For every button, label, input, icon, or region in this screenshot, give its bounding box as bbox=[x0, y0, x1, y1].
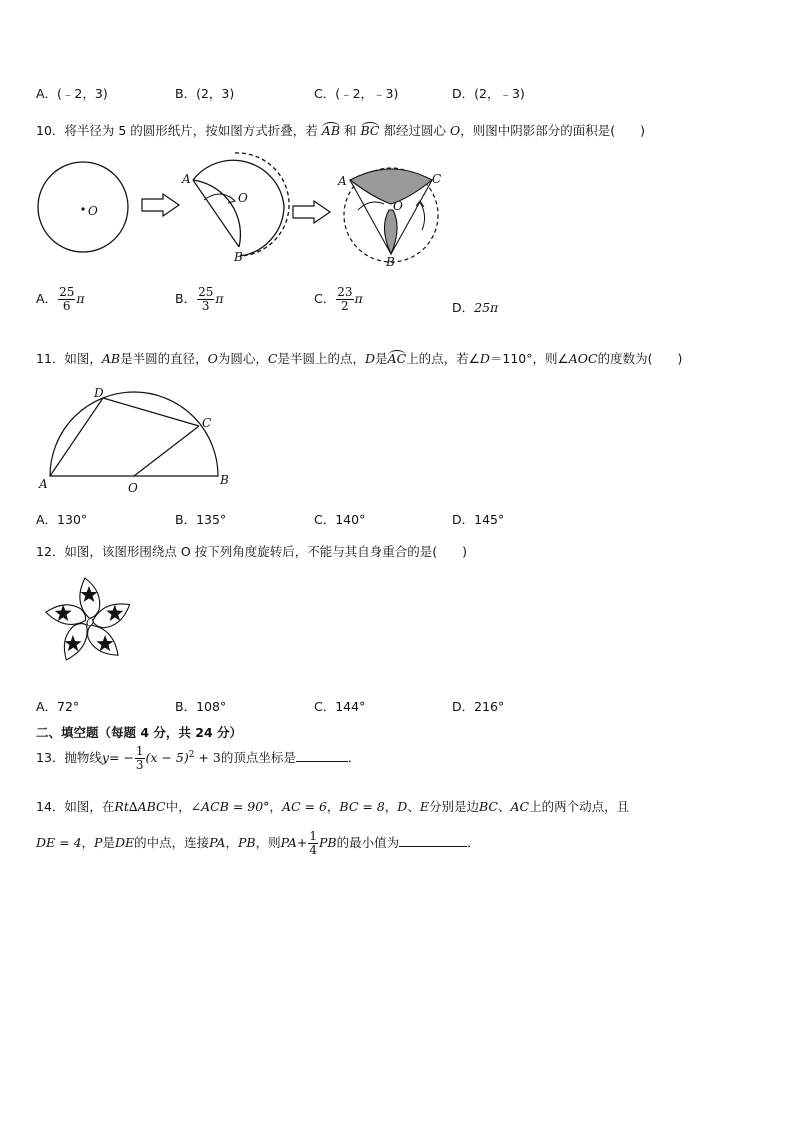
q11-fig-label-a: A bbox=[39, 477, 48, 491]
q10-fig2-label-b: B bbox=[234, 250, 243, 264]
q9-option-a: A．(﹣2，3) bbox=[36, 86, 108, 101]
q12-fig-label-o: O bbox=[86, 618, 95, 629]
q10-figure-fold-one bbox=[180, 150, 290, 265]
q10-option-a: A． $\frac{25}{6}$ π bbox=[36, 285, 85, 313]
q10-figure-circle bbox=[36, 160, 131, 255]
q10-option-d: D．25π bbox=[452, 300, 499, 315]
q12-option-d: D．216° bbox=[452, 699, 505, 714]
q11-option-c: C．140° bbox=[314, 512, 366, 527]
q10-figure-shaded bbox=[334, 158, 449, 270]
q11-fig-label-c: C bbox=[202, 416, 212, 430]
q11-arc-ac: AC bbox=[387, 351, 407, 366]
q12-option-a: A．72° bbox=[36, 699, 80, 714]
q12-stem: 12．如图，该图形围绕点 O 按下列角度旋转后，不能与其自身重合的是( ) bbox=[36, 544, 467, 559]
q9-option-d: D．(2，﹣3) bbox=[452, 86, 525, 101]
q11-fig-label-o: O bbox=[128, 481, 138, 495]
q11-fig-label-b: B bbox=[220, 473, 229, 487]
q9-option-c: C．(﹣2，﹣3) bbox=[314, 86, 399, 101]
star-petal-icon bbox=[44, 598, 88, 629]
q10-fig2-label-a: A bbox=[182, 172, 191, 186]
q10-option-b: B． $\frac{25}{3}$ π bbox=[175, 285, 224, 313]
q13-answer-blank bbox=[296, 761, 348, 762]
arrow-icon bbox=[141, 193, 181, 217]
q11-option-a: A．130° bbox=[36, 512, 88, 527]
q10-fig2-label-o: O bbox=[238, 191, 248, 205]
q12-option-b: B．108° bbox=[175, 699, 227, 714]
q13-stem: 13．抛物线y= − $\frac{1}{3}$ $(x - 5)^2 + 3$的顶点坐标是 ． bbox=[36, 744, 361, 772]
q10-fig3-label-b: B bbox=[386, 255, 395, 269]
q14-stem-line2: DE = 4，P是DE的中点，连接PA，PB，则PA+ $\frac{1}{4}$ PB的最小值为 ． bbox=[36, 829, 480, 857]
q14-answer-blank bbox=[399, 846, 467, 847]
q10-arc-ab: AB bbox=[321, 123, 341, 138]
q11-stem: 11．如图，AB是半圆的直径，O为圆心，C是半圆上的点，D是AC上的点，若∠D＝110°，则∠AOC的度数为( ) bbox=[36, 351, 683, 366]
q10-fig3-label-o: O bbox=[393, 199, 403, 213]
q12-figure-pinwheel bbox=[36, 572, 142, 678]
q10-fig1-label-o: O bbox=[88, 204, 98, 218]
q10-stem: 10．将半径为 5 的圆形纸片，按如图方式折叠，若 AB 和 BC 都经过圆心 O，则图中阴影部分的面积是( ) bbox=[36, 123, 645, 138]
q10-arc-bc: BC bbox=[360, 123, 380, 138]
q10-fig3-label-a: A bbox=[338, 174, 347, 188]
q11-fig-label-d: D bbox=[94, 386, 104, 400]
q10-fig3-label-c: C bbox=[432, 172, 442, 186]
q12-option-c: C．144° bbox=[314, 699, 366, 714]
q14-stem-line1: 14．如图，在Rt∆ABC中，∠ACB = 90°，AC = 6，BC = 8，D、E分别是边BC、AC上的两个动点，且 bbox=[36, 799, 630, 814]
section-title: 二、填空题（每题 4 分，共 24 分） bbox=[36, 725, 243, 740]
arrow-icon bbox=[292, 200, 332, 224]
q11-figure-semicircle bbox=[36, 384, 236, 496]
q10-option-c: C． $\frac{23}{2}$ π bbox=[314, 285, 363, 313]
q9-option-b: B．(2，3) bbox=[175, 86, 235, 101]
q11-option-d: D．145° bbox=[452, 512, 505, 527]
q11-option-b: B．135° bbox=[175, 512, 227, 527]
